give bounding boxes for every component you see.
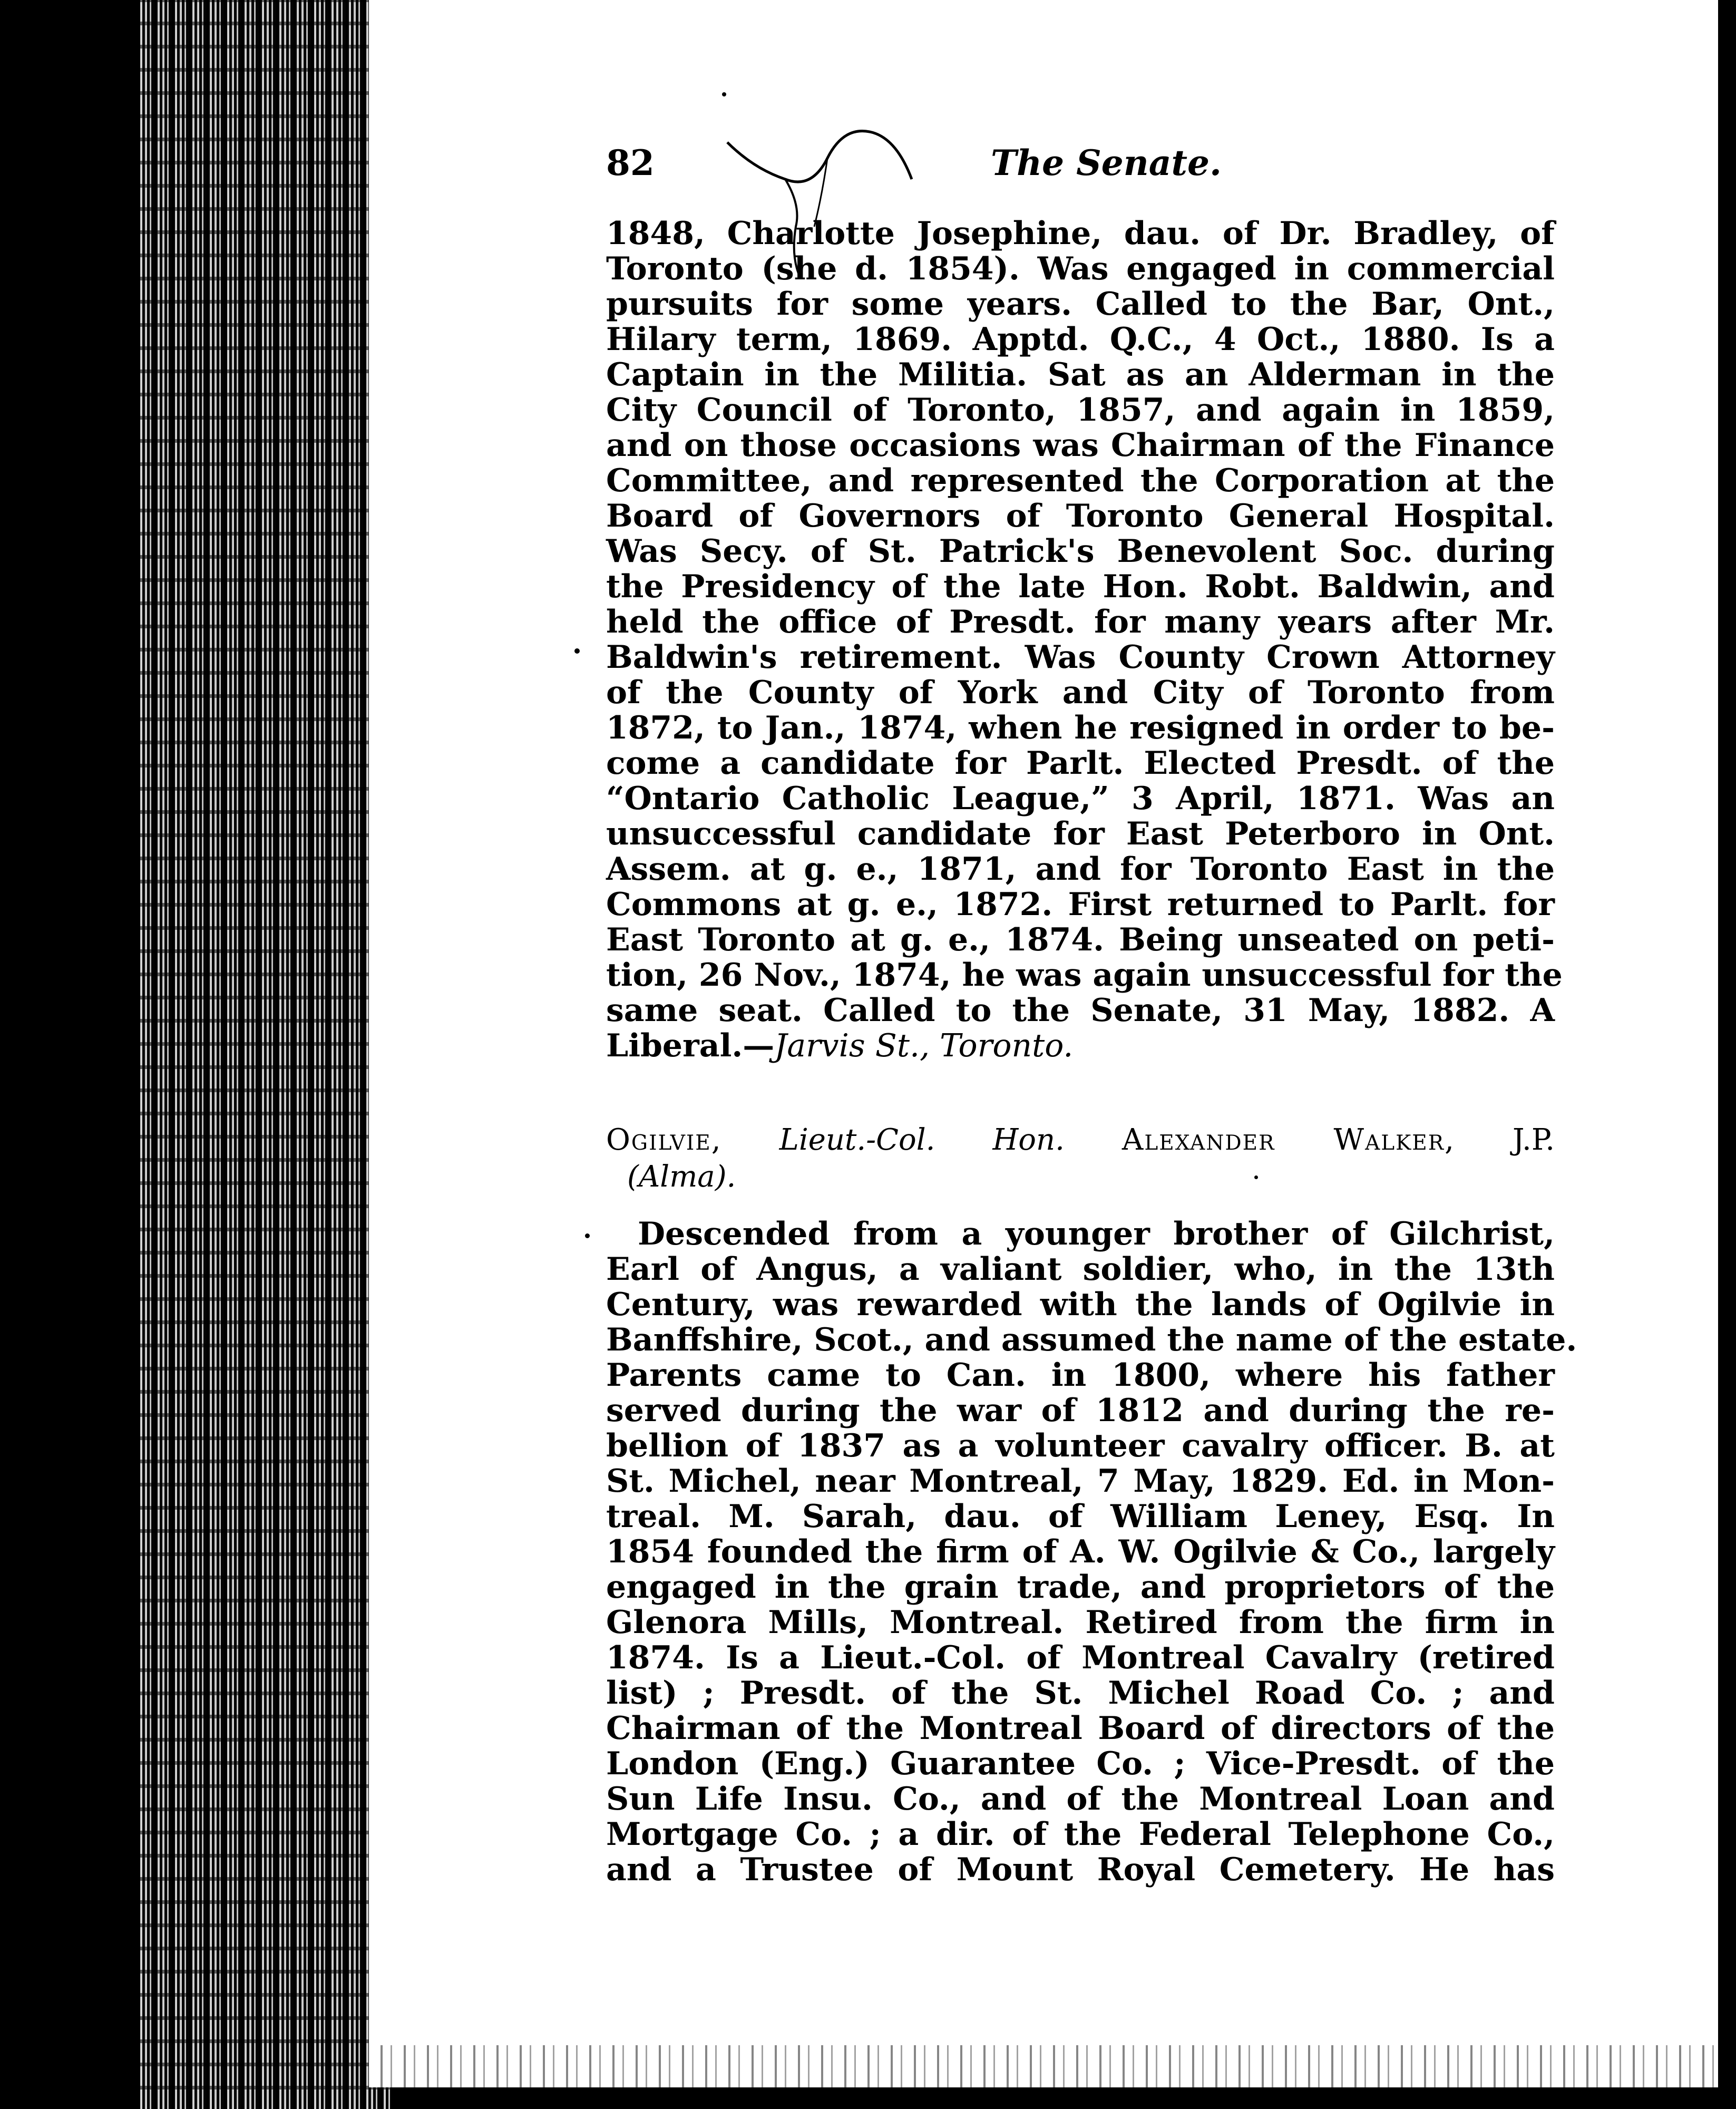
text-line: 1848, Charlotte Josephine, dau. of Dr. Bradley, of [606,215,1555,252]
text-line: Hilary term, 1869. Apptd. Q.C., 4 Oct., 1880. Is a [606,321,1555,358]
text-line: Banffshire, Scot., and assumed the name of the estate. [606,1321,1577,1358]
text-line: Glenora Mills, Montreal. Retired from the firm in [606,1604,1555,1641]
text-line: Captain in the Militia. Sat as an Alderman in the [606,356,1555,393]
running-title: The Senate. [991,142,1222,183]
text-line: unsuccessful candidate for East Peterboro in Ont. [606,815,1555,852]
text-line: come a candidate for Parlt. Elected Presdt. of the [606,745,1555,782]
text-line: treal. M. Sarah, dau. of William Leney, Esq. In [606,1498,1555,1535]
text-line: London (Eng.) Guarantee Co. ; Vice-Presdt. of the [606,1745,1555,1782]
entry-honorific: Hon. [992,1123,1065,1157]
pen-scribble-mark [722,121,922,279]
entry-given-names: Alexander Walker, [1121,1123,1455,1157]
text-line: Baldwin's retirement. Was County Crown Attorney [606,639,1555,676]
entry-rank: Lieut.-Col. [779,1123,935,1157]
text-line: Sun Life Insu. Co., and of the Montreal Loan and [606,1781,1555,1818]
text-line: the Presidency of the late Hon. Robt. Baldwin, and [606,568,1555,605]
text-line: St. Michel, near Montreal, 7 May, 1829. Ed. in Mon- [606,1463,1555,1500]
book-page-edges [137,0,390,2109]
scan-noise-bottom [369,2045,1718,2087]
text-line: same seat. Called to the Senate, 31 May, 1882. A [606,992,1555,1029]
text-line: served during the war of 1812 and during the re- [606,1392,1555,1429]
text-line: “Ontario Catholic League,” 3 April, 1871. Was an [606,780,1555,817]
scan-speck [585,1233,590,1238]
text-line: Chairman of the Montreal Board of directors of the [606,1710,1555,1747]
text-line: East Toronto at g. e., 1874. Being unseated on peti- [606,921,1555,958]
scan-speck [1254,1175,1258,1179]
text-line: engaged in the grain trade, and proprietors of the [606,1569,1555,1606]
text-line: City Council of Toronto, 1857, and again in 1859, [606,392,1555,429]
text-line: Was Secy. of St. Patrick's Benevolent Soc. during [606,533,1555,570]
text-line: Earl of Angus, a valiant soldier, who, in the 13th [606,1251,1555,1288]
text-line: held the office of Presdt. for many years after Mr. [606,604,1555,640]
entry-suffix: J.P. [1512,1123,1555,1157]
text-line: 1874. Is a Lieut.-Col. of Montreal Cavalry (retired [606,1639,1555,1676]
text-line: Mortgage Co. ; a dir. of the Federal Telephone Co., [606,1816,1555,1853]
text-line: Assem. at g. e., 1871, and for Toronto East in the [606,851,1555,888]
page-text [606,132,1577,1888]
text-line: Parents came to Can. in 1800, where his father [606,1357,1555,1394]
text-line: 1854 founded the firm of A. W. Ogilvie & Co., largely [606,1533,1555,1570]
text-line: Committee, and represented the Corporation at the [606,462,1555,499]
party-label: Liberal.— [606,1027,775,1064]
scan-speck [574,648,580,654]
text-line: Commons at g. e., 1872. First returned to Parlt. for [606,886,1555,923]
address: Jarvis St., Toronto. [774,1027,1074,1064]
text-line: list) ; Presdt. of the St. Michel Road Co. ; and [606,1675,1555,1712]
text-line: Descended from a younger brother of Gilchrist, [638,1216,1555,1252]
text-line: 1872, to Jan., 1874, when he resigned in order to be- [606,710,1555,746]
entry-heading [606,1122,1555,1196]
text-line: Toronto (she d. 1854). Was engaged in commercial [606,250,1555,287]
entry-division: (Alma). [627,1160,736,1194]
entry-name-line [606,1122,1555,1159]
running-header [606,132,1555,195]
text-line: Century, was rewarded with the lands of Ogilvie in [606,1286,1555,1323]
scan-speck [722,92,726,96]
paragraph-ogilvie-biography [606,1216,1577,1888]
paragraph-continued-biography [606,215,1563,1064]
text-line: and on those occasions was Chairman of the Finance [606,427,1555,464]
text-line-last [606,1028,1555,1064]
text-line: of the County of York and City of Toronto from [606,674,1555,711]
entry-surname: Ogilvie, [606,1123,722,1157]
text-line: pursuits for some years. Called to the Bar, Ont., [606,286,1555,323]
text-line: bellion of 1837 as a volunteer cavalry officer. B. at [606,1427,1555,1464]
text-line: tion, 26 Nov., 1874, he was again unsuccessful for the [606,957,1563,994]
text-line: and a Trustee of Mount Royal Cemetery. He has [606,1851,1555,1888]
page-number: 82 [606,142,655,183]
text-line: Board of Governors of Toronto General Hospital. [606,498,1555,534]
